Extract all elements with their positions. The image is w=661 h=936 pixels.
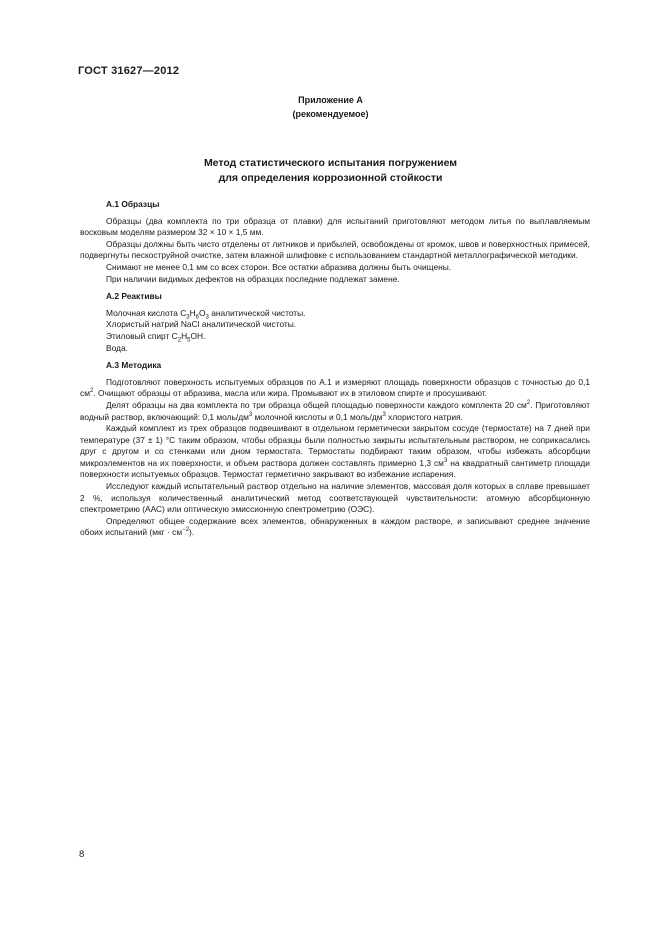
title-line-1: Метод статистического испытания погружением [203, 157, 458, 169]
reagent-sodium-chloride: Хлористый натрий NaCl аналитической чистоты. [106, 319, 297, 330]
paragraph-a1-3: Снимают не менее 0,1 мм со всех сторон. Все остатки абразива должны быть очищены. [106, 261, 452, 272]
paragraph-a3-2: Делят образцы на два комплекта по три образца общей площадью поверхности каждого комплекта 20 $см^2$. Приготовляют водный раствор, включающий: 0,1 моль/$дм^3$ молочной кислоты и 0,1 моль/$дм^3$ хлористого натрия. [80, 399, 590, 422]
paragraph-a3-5: Определяют общее содержание всех элементов, обнаруженных в каждом растворе, и записывают среднее значение обоих испытаний $(мкг \cdot см^{-2})$. [80, 515, 590, 538]
section-heading-a3: А.3 Методика [106, 360, 162, 371]
document-body [80, 199, 590, 539]
paragraph-a3-4: Исследуют каждый испытательный раствор отдельно на наличие элементов, массовая доля которых в сплаве превышает 2 %, используя количественный аналитический метод соответствующей чувствительности: атомную абсорбционную спектрометрию (ААС) или оптическую эмиссионную спектрометрию (ОЭС). [80, 481, 590, 515]
paragraph-a1-1: Образцы (два комплекта по три образца от плавки) для испытаний приготовляют методом литья по выплавляемым восковым моделям размером 32 × 10 × 1,5 мм. [80, 215, 590, 238]
section-heading-a2: А.2 Реактивы [106, 291, 162, 302]
appendix-status: (рекомендуемое) [292, 109, 369, 119]
reagent-lactic-acid: Молочная кислота $С_3Н_6О_3$ аналитической чистоты. [106, 307, 306, 321]
reagent-ethanol: Этиловый спирт $С_2Н_5ОН$. [106, 330, 206, 344]
section-heading-a1: А.1 Образцы [106, 199, 160, 209]
title-line-2: для определения коррозионной стойкости [218, 172, 443, 184]
appendix-label: Приложение А [298, 95, 363, 105]
reagent-water: Вода. [106, 342, 128, 353]
paragraph-a3-3: Каждый комплект из трех образцов подвешивают в отдельном герметически закрытом сосуде (термостате) на 7 дней при температуре (37 ± 1) °С таким образом, чтобы образцы были полностью закрыты испытательным раствором, не соприкасались друг с другом и со стенками или дном термостата. Термостаты подбирают таким образом, чтобы избежать абсорбции микроэлементов на их поверхности, и объем раствора должен составлять примерно 1,3 $см^3$ на квадратный сантиметр площади поверхности испытуемых образцов. Термостат герметично закрывают во избежание испарения. [80, 423, 590, 480]
paragraph-a3-1: Подготовляют поверхность испытуемых образцов по А.1 и измеряют площадь поверхности образцов с точностью до 0,1 $см^2$. Очищают образцы от абразива, масла или жира. Промывают их в этиловом спирте и просушивают. [80, 376, 590, 399]
paragraph-a1-4: При наличии видимых дефектов на образцах последние подлежат замене. [106, 273, 400, 284]
document-code: ГОСТ 31627—2012 [78, 65, 180, 77]
paragraph-a1-2: Образцы должны быть чисто отделены от литников и прибылей, освобождены от кромок, швов и поверхностных примесей, подвергнуты пескоструйной очистке, затем влажной шлифовке с использованием стандартной металлографической методики. [80, 238, 590, 261]
page-number: 8 [79, 849, 85, 860]
